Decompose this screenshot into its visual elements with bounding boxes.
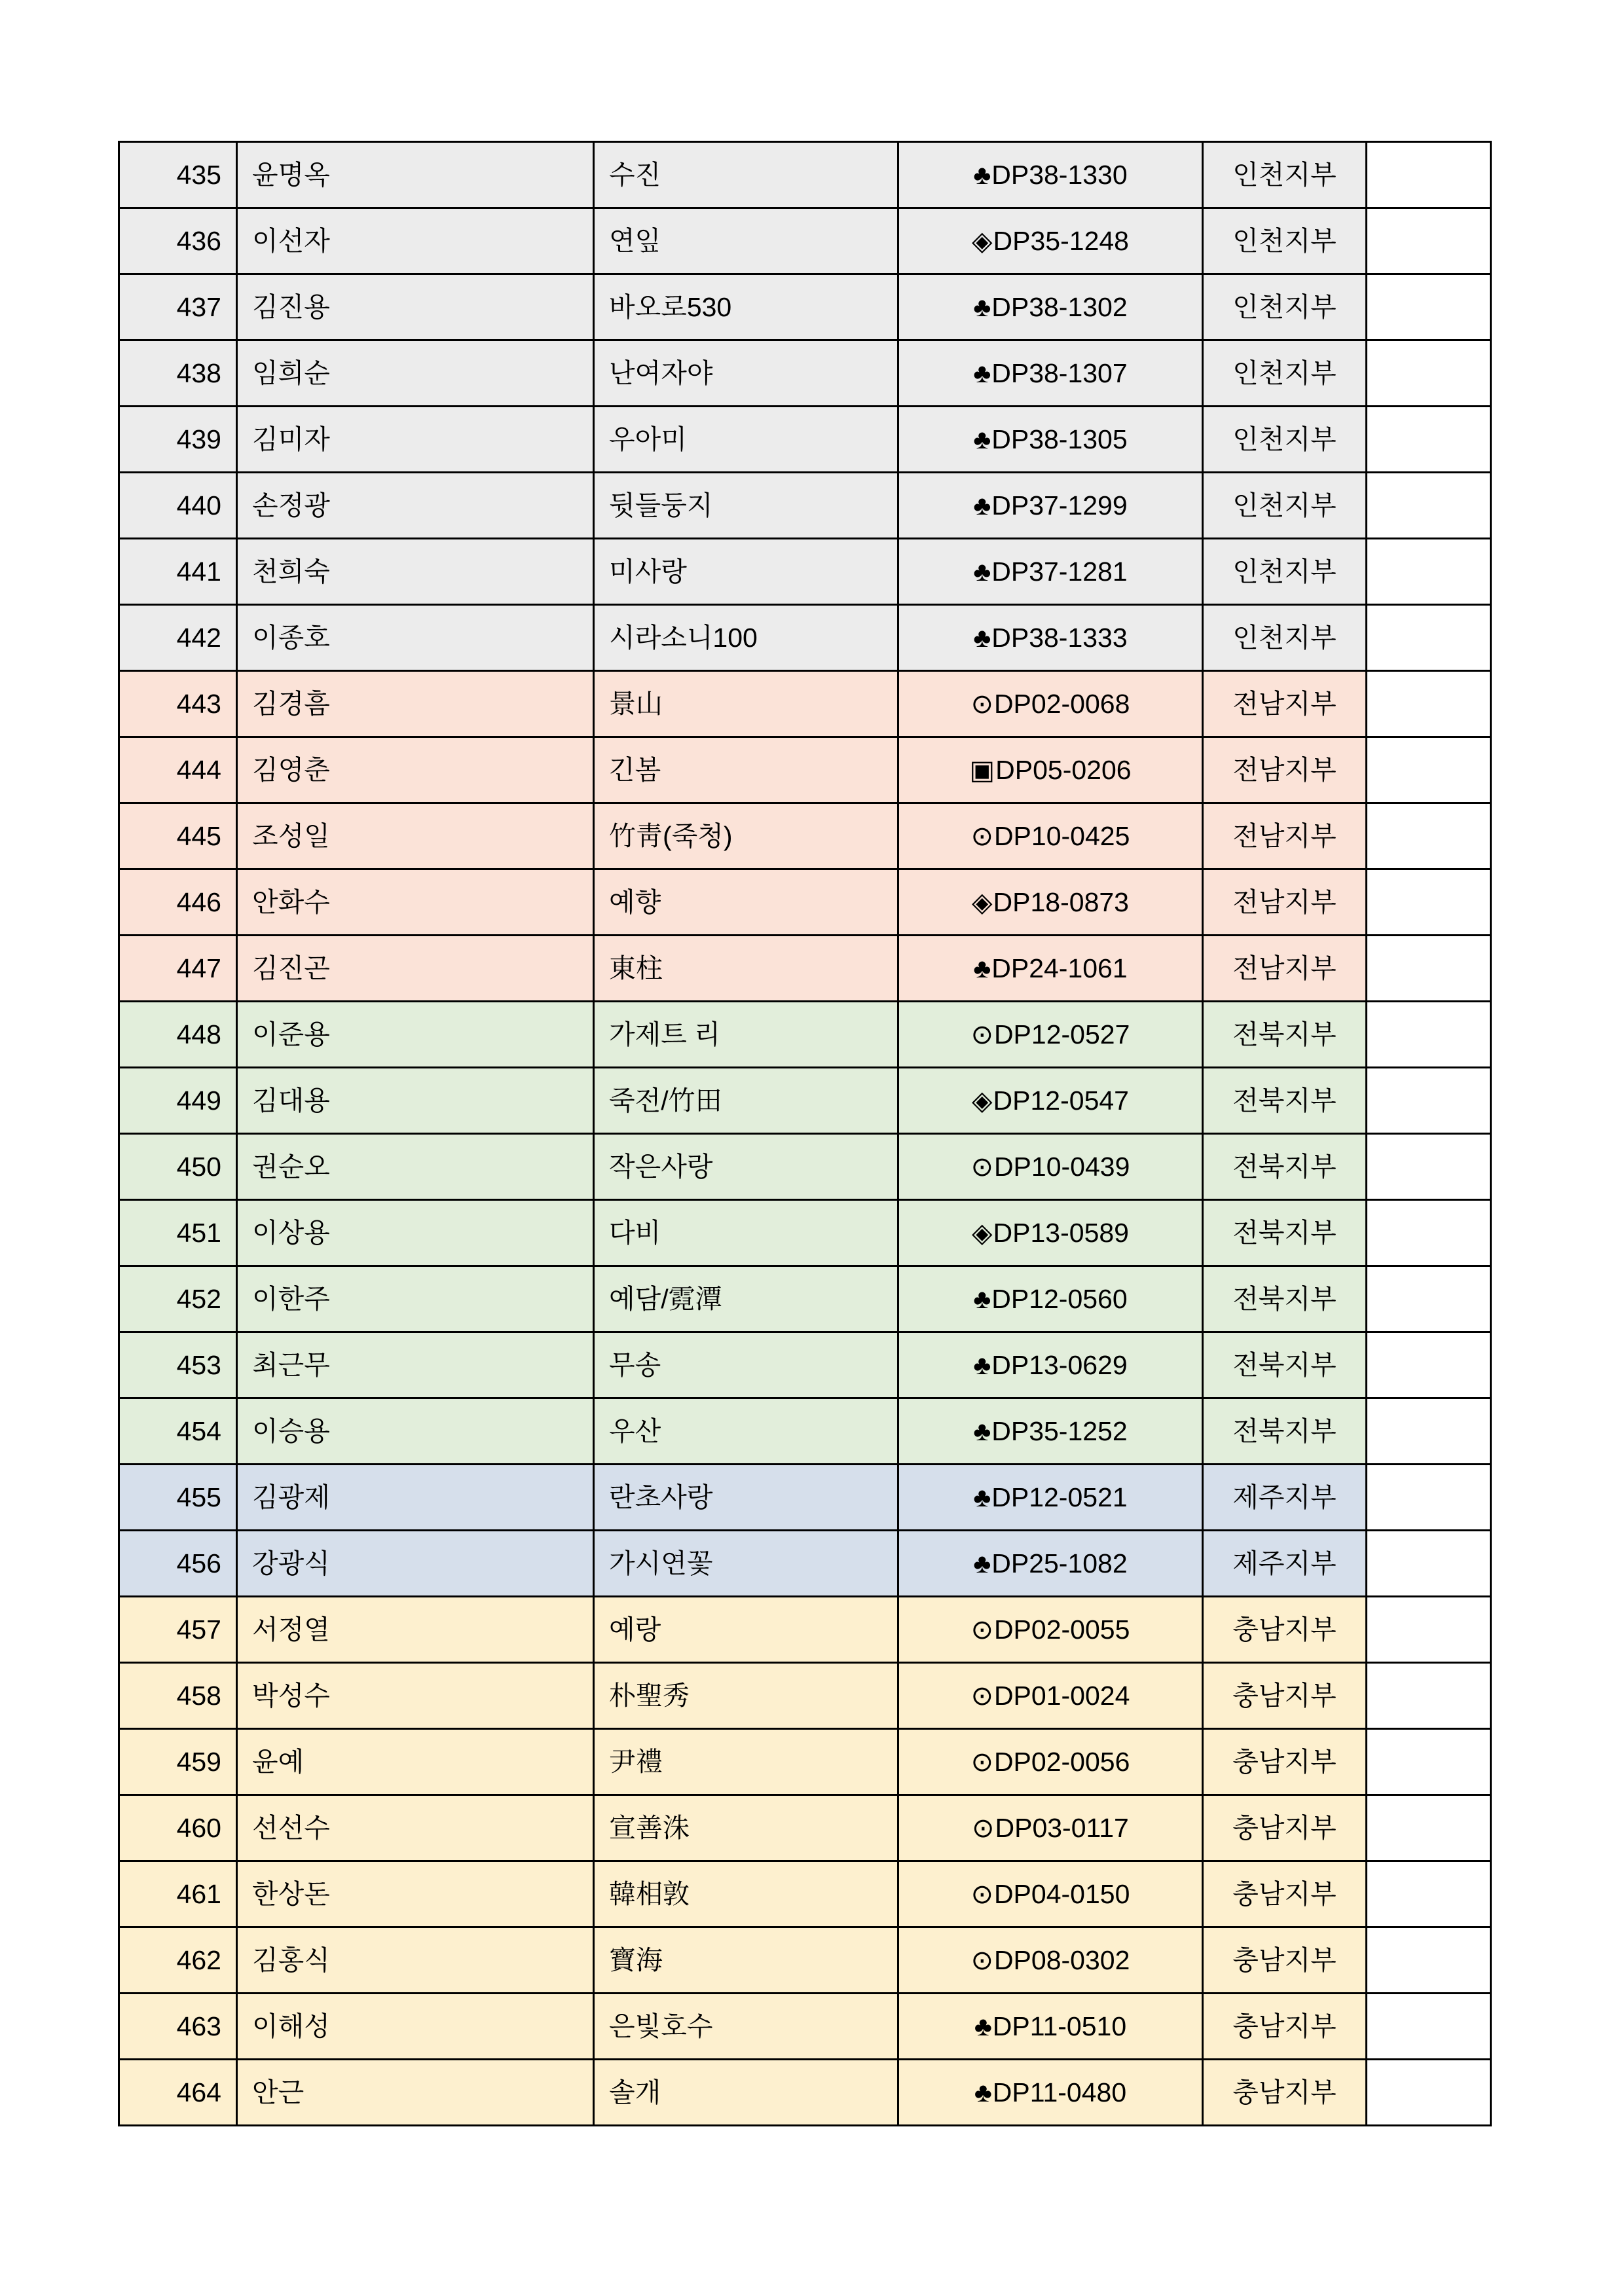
table-row — [119, 1663, 1491, 1729]
table-row — [119, 407, 1491, 473]
cell-note — [1367, 1200, 1491, 1266]
cell-branch: 충남지부 — [1203, 1729, 1367, 1795]
cell-member-code — [898, 539, 1203, 605]
cell-note — [1367, 1795, 1491, 1861]
member-code-text: DP24-1061 — [991, 953, 1128, 983]
cell-note — [1367, 1068, 1491, 1134]
table-row — [119, 1002, 1491, 1068]
cell-member-code — [898, 869, 1203, 936]
cell-alias: 竹靑(죽청) — [594, 803, 898, 869]
table-row — [119, 1729, 1491, 1795]
cell-branch: 인천지부 — [1203, 340, 1367, 407]
table-row — [119, 1465, 1491, 1531]
cell-branch: 전북지부 — [1203, 1266, 1367, 1332]
cell-alias: 가시연꽃 — [594, 1531, 898, 1597]
member-mark-icon: ⊙ — [970, 821, 993, 851]
cell-number: 460 — [119, 1795, 237, 1861]
table-row — [119, 539, 1491, 605]
cell-number: 444 — [119, 737, 237, 803]
cell-member-code — [898, 1134, 1203, 1200]
cell-note — [1367, 539, 1491, 605]
cell-alias: 난여자야 — [594, 340, 898, 407]
cell-number: 458 — [119, 1663, 237, 1729]
cell-name: 이선자 — [237, 208, 594, 274]
cell-note — [1367, 737, 1491, 803]
cell-note — [1367, 1531, 1491, 1597]
table-row — [119, 1531, 1491, 1597]
member-code-text: DP11-0510 — [992, 2011, 1127, 2041]
member-mark-icon: ⊙ — [970, 1152, 993, 1182]
member-code-text: DP12-0521 — [991, 1482, 1128, 1512]
cell-name: 김경흠 — [237, 671, 594, 737]
cell-number: 464 — [119, 2060, 237, 2126]
member-code-text: DP38-1333 — [991, 623, 1128, 653]
cell-member-code — [898, 1068, 1203, 1134]
member-mark-icon: ⊙ — [970, 1614, 993, 1645]
cell-number: 451 — [119, 1200, 237, 1266]
table-row — [119, 1266, 1491, 1332]
table-row — [119, 803, 1491, 869]
cell-branch: 제주지부 — [1203, 1531, 1367, 1597]
member-mark-icon: ♣ — [973, 1482, 991, 1512]
cell-number: 445 — [119, 803, 237, 869]
member-mark-icon: ♣ — [973, 160, 991, 190]
member-mark-icon: ⊙ — [970, 689, 993, 719]
cell-branch: 인천지부 — [1203, 539, 1367, 605]
cell-name: 선선수 — [237, 1795, 594, 1861]
cell-name: 서정열 — [237, 1597, 594, 1663]
cell-alias: 란초사랑 — [594, 1465, 898, 1531]
member-mark-icon: ◈ — [972, 1085, 993, 1116]
cell-number: 438 — [119, 340, 237, 407]
member-code-text: DP10-0425 — [993, 821, 1130, 851]
cell-name: 조성일 — [237, 803, 594, 869]
cell-member-code — [898, 737, 1203, 803]
cell-number: 453 — [119, 1332, 237, 1398]
cell-name: 김홍식 — [237, 1927, 594, 1994]
cell-name: 임희순 — [237, 340, 594, 407]
cell-name: 김대용 — [237, 1068, 594, 1134]
cell-alias: 무송 — [594, 1332, 898, 1398]
cell-alias: 寶海 — [594, 1927, 898, 1994]
cell-name: 이준용 — [237, 1002, 594, 1068]
table-row — [119, 1134, 1491, 1200]
table-row — [119, 869, 1491, 936]
cell-name: 이상용 — [237, 1200, 594, 1266]
cell-name: 한상돈 — [237, 1861, 594, 1927]
cell-number: 443 — [119, 671, 237, 737]
cell-alias: 솔개 — [594, 2060, 898, 2126]
cell-name: 손정광 — [237, 473, 594, 539]
cell-member-code — [898, 1531, 1203, 1597]
cell-alias: 우아미 — [594, 407, 898, 473]
cell-branch: 충남지부 — [1203, 2060, 1367, 2126]
cell-name: 안근 — [237, 2060, 594, 2126]
member-code-text: DP25-1082 — [991, 1548, 1128, 1578]
cell-number: 436 — [119, 208, 237, 274]
member-mark-icon: ♣ — [973, 556, 991, 587]
cell-number: 448 — [119, 1002, 237, 1068]
cell-note — [1367, 407, 1491, 473]
cell-branch: 인천지부 — [1203, 407, 1367, 473]
member-mark-icon: ♣ — [973, 953, 991, 983]
cell-note — [1367, 1002, 1491, 1068]
cell-branch: 인천지부 — [1203, 208, 1367, 274]
cell-name: 김영춘 — [237, 737, 594, 803]
cell-alias: 景山 — [594, 671, 898, 737]
cell-alias: 가제트 리 — [594, 1002, 898, 1068]
member-code-text: DP37-1299 — [991, 490, 1128, 520]
cell-name: 김진용 — [237, 274, 594, 340]
member-mark-icon: ◈ — [972, 887, 993, 917]
cell-branch: 전남지부 — [1203, 671, 1367, 737]
cell-member-code — [898, 1994, 1203, 2060]
cell-member-code — [898, 1861, 1203, 1927]
table-row — [119, 671, 1491, 737]
member-mark-icon: ▣ — [969, 755, 995, 785]
cell-member-code — [898, 340, 1203, 407]
member-code-text: DP13-0589 — [993, 1218, 1129, 1248]
cell-number: 439 — [119, 407, 237, 473]
cell-note — [1367, 274, 1491, 340]
table-row — [119, 2060, 1491, 2126]
table-row — [119, 1795, 1491, 1861]
cell-number: 447 — [119, 936, 237, 1002]
cell-number: 440 — [119, 473, 237, 539]
cell-number: 446 — [119, 869, 237, 936]
cell-alias: 작은사랑 — [594, 1134, 898, 1200]
cell-member-code — [898, 1398, 1203, 1465]
cell-branch: 전남지부 — [1203, 737, 1367, 803]
cell-member-code — [898, 142, 1203, 208]
table-row — [119, 142, 1491, 208]
cell-name: 윤명옥 — [237, 142, 594, 208]
member-code-text: DP11-0480 — [992, 2077, 1127, 2107]
cell-note — [1367, 1597, 1491, 1663]
cell-number: 442 — [119, 605, 237, 671]
member-mark-icon: ♣ — [973, 1548, 991, 1578]
cell-note — [1367, 2060, 1491, 2126]
member-code-text: DP02-0068 — [993, 689, 1130, 719]
cell-member-code — [898, 1795, 1203, 1861]
cell-note — [1367, 803, 1491, 869]
cell-note — [1367, 869, 1491, 936]
cell-note — [1367, 1927, 1491, 1994]
cell-alias: 죽전/竹田 — [594, 1068, 898, 1134]
cell-alias: 수진 — [594, 142, 898, 208]
cell-alias: 예향 — [594, 869, 898, 936]
member-code-text: DP38-1330 — [991, 160, 1128, 190]
member-mark-icon: ♣ — [973, 1350, 991, 1380]
cell-number: 437 — [119, 274, 237, 340]
cell-member-code — [898, 274, 1203, 340]
cell-note — [1367, 1398, 1491, 1465]
member-mark-icon: ♣ — [973, 490, 991, 520]
cell-note — [1367, 340, 1491, 407]
cell-note — [1367, 936, 1491, 1002]
cell-branch: 인천지부 — [1203, 473, 1367, 539]
member-code-text: DP03-0117 — [995, 1813, 1129, 1843]
table-row — [119, 737, 1491, 803]
cell-alias: 뒷들둥지 — [594, 473, 898, 539]
cell-branch: 충남지부 — [1203, 1927, 1367, 1994]
member-mark-icon: ⊙ — [970, 1945, 993, 1975]
cell-alias: 은빛호수 — [594, 1994, 898, 2060]
cell-number: 455 — [119, 1465, 237, 1531]
cell-note — [1367, 142, 1491, 208]
member-code-text: DP38-1302 — [991, 292, 1128, 322]
cell-note — [1367, 1266, 1491, 1332]
cell-alias: 尹禮 — [594, 1729, 898, 1795]
member-code-text: DP38-1305 — [991, 424, 1128, 454]
member-mark-icon: ♣ — [973, 292, 991, 322]
cell-alias: 연잎 — [594, 208, 898, 274]
cell-member-code — [898, 2060, 1203, 2126]
cell-name: 이종호 — [237, 605, 594, 671]
member-mark-icon: ♣ — [973, 424, 991, 454]
cell-member-code — [898, 1927, 1203, 1994]
cell-name: 김미자 — [237, 407, 594, 473]
member-mark-icon: ♣ — [974, 2011, 992, 2041]
table-row — [119, 1597, 1491, 1663]
cell-branch: 전남지부 — [1203, 936, 1367, 1002]
cell-number: 459 — [119, 1729, 237, 1795]
cell-member-code — [898, 407, 1203, 473]
cell-note — [1367, 473, 1491, 539]
cell-number: 441 — [119, 539, 237, 605]
cell-note — [1367, 671, 1491, 737]
cell-branch: 인천지부 — [1203, 142, 1367, 208]
cell-branch: 전남지부 — [1203, 869, 1367, 936]
cell-alias: 우산 — [594, 1398, 898, 1465]
cell-branch: 전북지부 — [1203, 1002, 1367, 1068]
cell-alias: 東柱 — [594, 936, 898, 1002]
cell-alias: 韓相敦 — [594, 1861, 898, 1927]
table-row — [119, 1994, 1491, 2060]
cell-alias: 예랑 — [594, 1597, 898, 1663]
cell-branch: 충남지부 — [1203, 1663, 1367, 1729]
member-code-text: DP08-0302 — [993, 1945, 1130, 1975]
cell-branch: 충남지부 — [1203, 1861, 1367, 1927]
cell-member-code — [898, 803, 1203, 869]
cell-branch: 전북지부 — [1203, 1398, 1367, 1465]
cell-member-code — [898, 1729, 1203, 1795]
cell-name: 천희숙 — [237, 539, 594, 605]
member-mark-icon: ♣ — [974, 2077, 992, 2107]
cell-member-code — [898, 1332, 1203, 1398]
cell-member-code — [898, 1266, 1203, 1332]
cell-branch: 충남지부 — [1203, 1597, 1367, 1663]
cell-name: 이한주 — [237, 1266, 594, 1332]
member-mark-icon: ♣ — [973, 623, 991, 653]
cell-note — [1367, 1994, 1491, 2060]
member-mark-icon: ♣ — [973, 358, 991, 388]
member-mark-icon: ♣ — [973, 1284, 991, 1314]
cell-alias: 宣善洙 — [594, 1795, 898, 1861]
cell-note — [1367, 1465, 1491, 1531]
cell-name: 권순오 — [237, 1134, 594, 1200]
cell-name: 최근무 — [237, 1332, 594, 1398]
cell-alias: 바오로530 — [594, 274, 898, 340]
cell-name: 안화수 — [237, 869, 594, 936]
cell-name: 이승용 — [237, 1398, 594, 1465]
member-code-text: DP02-0056 — [993, 1747, 1130, 1777]
cell-note — [1367, 1663, 1491, 1729]
cell-note — [1367, 1134, 1491, 1200]
member-code-text: DP38-1307 — [991, 358, 1128, 388]
member-mark-icon: ⊙ — [972, 1813, 995, 1843]
cell-alias: 다비 — [594, 1200, 898, 1266]
cell-note — [1367, 208, 1491, 274]
member-code-text: DP10-0439 — [993, 1152, 1130, 1182]
member-code-text: DP35-1252 — [991, 1416, 1128, 1446]
cell-alias: 시라소니100 — [594, 605, 898, 671]
member-mark-icon: ◈ — [972, 226, 993, 256]
cell-branch: 전남지부 — [1203, 803, 1367, 869]
member-code-text: DP05-0206 — [995, 755, 1132, 785]
cell-name: 김광제 — [237, 1465, 594, 1531]
cell-name: 강광식 — [237, 1531, 594, 1597]
cell-number: 456 — [119, 1531, 237, 1597]
cell-note — [1367, 1861, 1491, 1927]
cell-note — [1367, 1729, 1491, 1795]
member-mark-icon: ◈ — [972, 1218, 993, 1248]
member-code-text: DP35-1248 — [993, 226, 1129, 256]
member-roster-table — [118, 141, 1492, 2126]
cell-name: 박성수 — [237, 1663, 594, 1729]
cell-member-code — [898, 1200, 1203, 1266]
cell-member-code — [898, 936, 1203, 1002]
cell-branch: 전북지부 — [1203, 1200, 1367, 1266]
cell-number: 450 — [119, 1134, 237, 1200]
cell-member-code — [898, 473, 1203, 539]
cell-alias: 미사랑 — [594, 539, 898, 605]
member-code-text: DP12-0547 — [993, 1085, 1129, 1116]
member-mark-icon: ⊙ — [970, 1681, 993, 1711]
cell-number: 452 — [119, 1266, 237, 1332]
table-row — [119, 1332, 1491, 1398]
cell-number: 463 — [119, 1994, 237, 2060]
cell-alias: 긴봄 — [594, 737, 898, 803]
table-body — [119, 142, 1491, 2126]
cell-branch: 전북지부 — [1203, 1068, 1367, 1134]
cell-branch: 전북지부 — [1203, 1134, 1367, 1200]
table-row — [119, 1068, 1491, 1134]
cell-number: 457 — [119, 1597, 237, 1663]
member-mark-icon: ⊙ — [970, 1879, 993, 1909]
member-mark-icon: ⊙ — [970, 1019, 993, 1049]
cell-alias: 朴聖秀 — [594, 1663, 898, 1729]
cell-branch: 제주지부 — [1203, 1465, 1367, 1531]
cell-number: 462 — [119, 1927, 237, 1994]
cell-number: 435 — [119, 142, 237, 208]
table-row — [119, 1861, 1491, 1927]
cell-number: 454 — [119, 1398, 237, 1465]
cell-name: 이해성 — [237, 1994, 594, 2060]
member-code-text: DP37-1281 — [991, 556, 1128, 587]
cell-branch: 전북지부 — [1203, 1332, 1367, 1398]
table-row — [119, 274, 1491, 340]
cell-branch: 인천지부 — [1203, 605, 1367, 671]
table-row — [119, 340, 1491, 407]
table-row — [119, 936, 1491, 1002]
cell-note — [1367, 1332, 1491, 1398]
member-mark-icon: ⊙ — [970, 1747, 993, 1777]
member-code-text: DP12-0527 — [993, 1019, 1130, 1049]
table-row — [119, 605, 1491, 671]
cell-member-code — [898, 1465, 1203, 1531]
cell-member-code — [898, 1663, 1203, 1729]
cell-note — [1367, 605, 1491, 671]
table-row — [119, 1927, 1491, 1994]
cell-member-code — [898, 208, 1203, 274]
cell-name: 김진곤 — [237, 936, 594, 1002]
cell-number: 461 — [119, 1861, 237, 1927]
table-row — [119, 208, 1491, 274]
cell-name: 윤예 — [237, 1729, 594, 1795]
cell-branch: 충남지부 — [1203, 1994, 1367, 2060]
cell-member-code — [898, 1597, 1203, 1663]
cell-alias: 예담/霓潭 — [594, 1266, 898, 1332]
cell-branch: 인천지부 — [1203, 274, 1367, 340]
member-mark-icon: ♣ — [973, 1416, 991, 1446]
table-row — [119, 473, 1491, 539]
cell-branch: 충남지부 — [1203, 1795, 1367, 1861]
table-row — [119, 1200, 1491, 1266]
cell-member-code — [898, 1002, 1203, 1068]
cell-number: 449 — [119, 1068, 237, 1134]
cell-member-code — [898, 671, 1203, 737]
cell-member-code — [898, 605, 1203, 671]
member-code-text: DP01-0024 — [993, 1681, 1130, 1711]
table-row — [119, 1398, 1491, 1465]
member-code-text: DP02-0055 — [993, 1614, 1130, 1645]
member-code-text: DP04-0150 — [993, 1879, 1130, 1909]
member-code-text: DP18-0873 — [993, 887, 1129, 917]
member-code-text: DP13-0629 — [991, 1350, 1128, 1380]
member-code-text: DP12-0560 — [991, 1284, 1128, 1314]
